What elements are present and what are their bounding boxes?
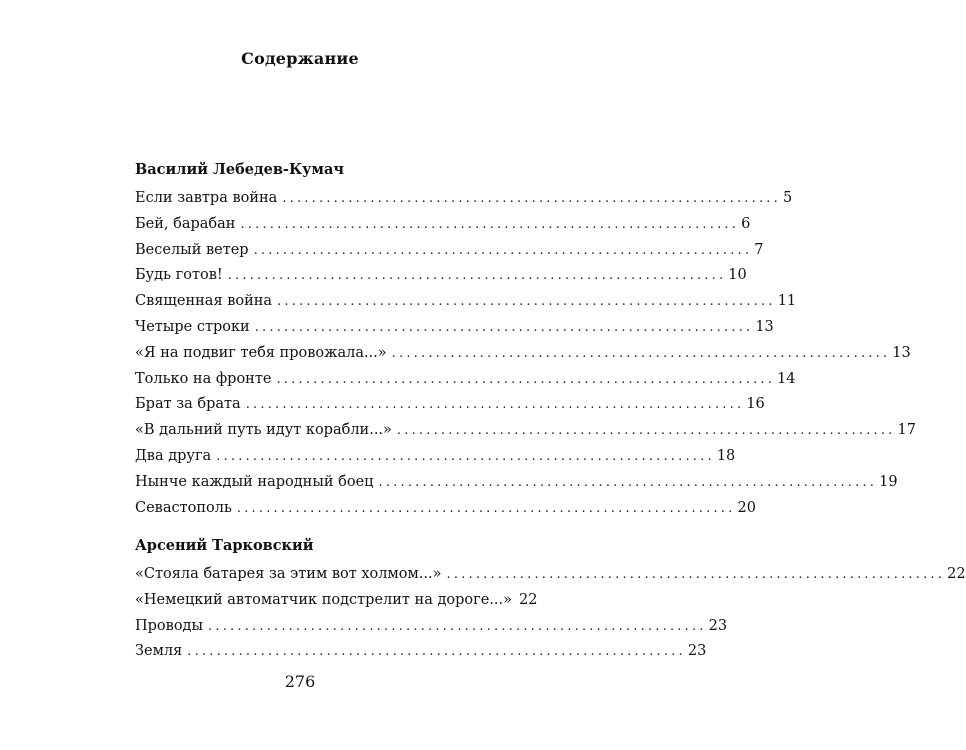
dot-leader: .................................................................... bbox=[391, 345, 891, 361]
toc-entry-page: 22 bbox=[519, 591, 538, 608]
dot-leader: .................................................................... bbox=[378, 474, 878, 490]
toc-entry-page: 20 bbox=[737, 499, 756, 516]
toc-entry bbox=[135, 444, 736, 470]
toc-entry-title: «Стояла батарея за этим вот холмом...» bbox=[135, 566, 442, 582]
toc-entry bbox=[135, 470, 898, 496]
toc-entry-page: 16 bbox=[746, 396, 765, 413]
toc-entry bbox=[135, 341, 911, 367]
toc-entry-title: Брат за брата bbox=[135, 396, 241, 413]
toc-entry-title: Бей, барабан bbox=[135, 215, 236, 232]
section-author: Арсений Тарковский bbox=[135, 537, 314, 554]
dot-leader: .................................................................... bbox=[216, 448, 715, 464]
toc-entry bbox=[135, 238, 764, 264]
toc-entry-page: 18 bbox=[716, 447, 736, 464]
toc-entry-title: Только на фронте bbox=[135, 370, 272, 387]
toc-entry-page: 13 bbox=[892, 344, 911, 361]
toc-entry-title: Земля bbox=[135, 643, 183, 660]
toc-entry bbox=[135, 289, 797, 315]
toc-entry-page: 17 bbox=[897, 422, 916, 439]
toc-entry bbox=[135, 212, 751, 238]
toc-section-lebedev-kumach bbox=[135, 160, 916, 521]
toc-entry-page: 22 bbox=[947, 566, 966, 582]
toc-entry-title: Севастополь bbox=[135, 499, 232, 516]
dot-leader: .................................................................... bbox=[396, 423, 896, 439]
toc-list bbox=[135, 186, 916, 521]
dot-leader: .................................................................... bbox=[187, 644, 686, 660]
toc-entry-title: Веселый ветер bbox=[135, 241, 249, 258]
toc-entry bbox=[135, 562, 966, 588]
dot-leader: .................................................................... bbox=[245, 397, 745, 413]
dot-leader: .................................................................... bbox=[208, 618, 707, 634]
toc-entry bbox=[135, 367, 796, 393]
dot-leader: .................................................................... bbox=[446, 567, 946, 582]
toc-entry-title: Будь готов! bbox=[135, 267, 223, 284]
dot-leader: .................................................................... bbox=[282, 191, 781, 206]
toc-entry-page: 13 bbox=[755, 318, 774, 335]
toc-entry-title: Два друга bbox=[135, 447, 212, 464]
toc-entry-page: 5 bbox=[782, 190, 793, 206]
toc-entry-page: 14 bbox=[777, 370, 796, 387]
toc-entry-page: 19 bbox=[879, 473, 898, 490]
page-number: 276 bbox=[284, 672, 316, 691]
toc-entry bbox=[135, 315, 774, 341]
toc-entry-page: 6 bbox=[741, 215, 751, 232]
toc-entry-page: 23 bbox=[687, 643, 707, 660]
toc-entry-page: 7 bbox=[754, 241, 764, 258]
toc-entry bbox=[135, 186, 793, 212]
toc-entry-title: «В дальний путь идут корабли...» bbox=[135, 422, 392, 439]
dot-leader: .................................................................... bbox=[236, 500, 736, 516]
toc-entry-title: Четыре строки bbox=[135, 318, 250, 335]
toc-list bbox=[135, 562, 966, 665]
toc-entry-page: 11 bbox=[777, 293, 797, 310]
dot-leader: .................................................................... bbox=[227, 268, 727, 284]
toc-section-tarkovsky bbox=[135, 536, 966, 665]
dot-leader: .................................................................... bbox=[276, 371, 776, 387]
dot-leader: .................................................................... bbox=[254, 319, 754, 335]
toc-entry bbox=[135, 639, 707, 665]
toc-entry-title: Нынче каждый народный боец bbox=[135, 473, 374, 490]
toc-entry-title: «Немецкий автоматчик подстрелит на дороге...» bbox=[135, 591, 513, 608]
toc-entry bbox=[135, 496, 756, 522]
dot-leader: .................................................................... bbox=[240, 216, 740, 232]
toc-entry bbox=[135, 588, 538, 614]
section-author: Василий Лебедев-Кумач bbox=[135, 161, 345, 178]
toc-entry-title: «Я на подвиг тебя провожала...» bbox=[135, 344, 387, 361]
toc-entry bbox=[135, 614, 728, 640]
toc-entry-title: Проводы bbox=[135, 617, 204, 634]
toc-entry bbox=[135, 263, 747, 289]
toc-entry-title: Если завтра война bbox=[135, 190, 278, 206]
toc-entry-page: 23 bbox=[708, 617, 728, 634]
toc-entry-page: 10 bbox=[728, 267, 747, 284]
toc-entry bbox=[135, 392, 765, 418]
toc-entry bbox=[135, 418, 916, 444]
dot-leader: .................................................................... bbox=[253, 242, 753, 258]
page-title: Содержание bbox=[241, 49, 359, 68]
toc-entry-title: Священная война bbox=[135, 293, 273, 310]
dot-leader: .................................................................... bbox=[277, 294, 776, 310]
